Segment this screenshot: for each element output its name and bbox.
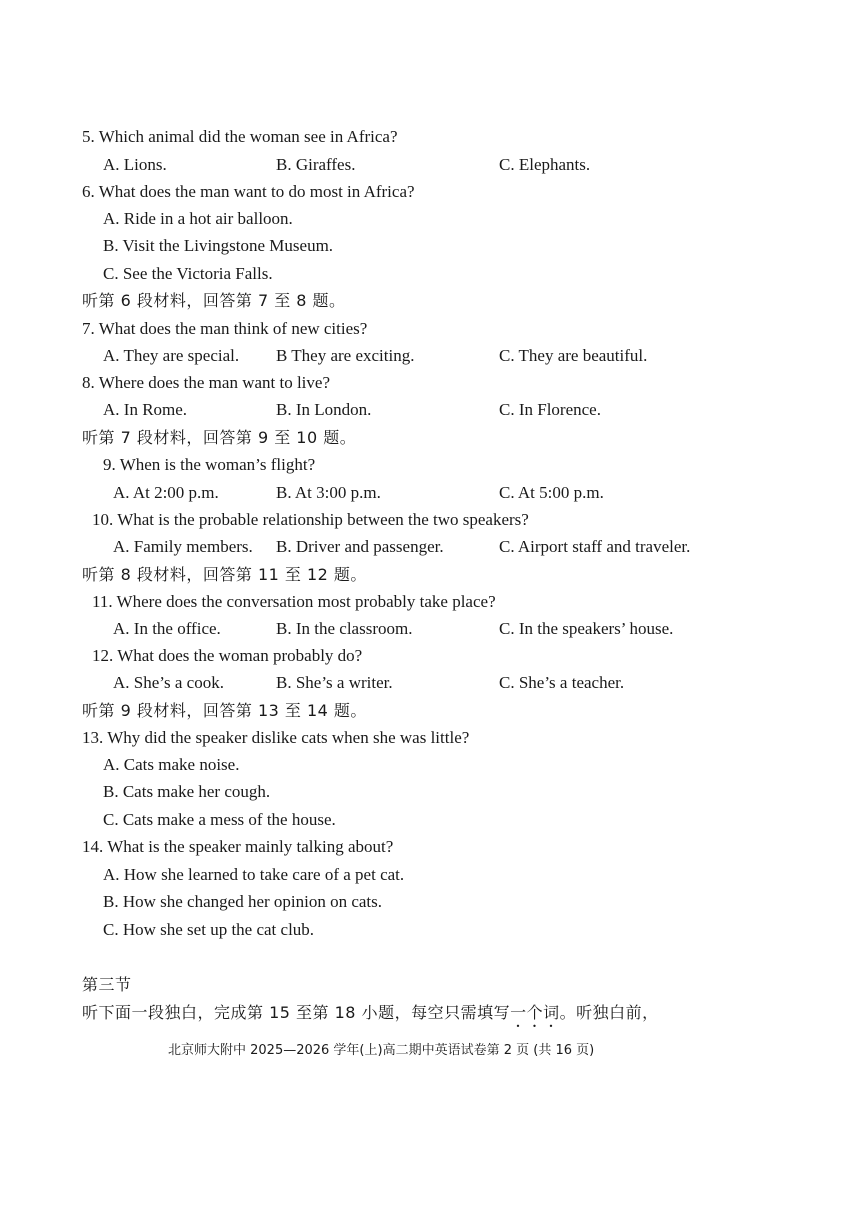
- question-8-option-b: B. In London.: [276, 400, 372, 419]
- question-9-option-c: C. At 5:00 p.m.: [499, 483, 604, 502]
- question-5-option-b: B. Giraffes.: [276, 155, 356, 174]
- question-12-stem: 12. What does the woman probably do?: [92, 646, 363, 665]
- section-3-title: 第三节: [82, 975, 132, 994]
- question-13-option-b: B. Cats make her cough.: [103, 782, 271, 801]
- question-11-option-b: B. In the classroom.: [276, 619, 413, 638]
- question-9-option-a: A. At 2:00 p.m.: [113, 483, 219, 502]
- question-13-stem: 13. Why did the speaker dislike cats when she was little?: [82, 728, 470, 747]
- question-7-stem: 7. What does the man think of new cities?: [82, 319, 368, 338]
- section-instruction-6: 听第 6 段材料，回答第 7 至 8 题。: [82, 291, 346, 310]
- section-3-intro-after: 。听独白前，: [559, 1003, 659, 1022]
- question-9-stem: 9. When is the woman’s flight?: [103, 455, 316, 474]
- question-10-option-a: A. Family members.: [113, 537, 253, 556]
- question-8-option-c: C. In Florence.: [499, 400, 601, 419]
- section-instruction-8: 听第 8 段材料，回答第 11 至 12 题。: [82, 565, 367, 584]
- section-3-intro-emphasis: 一个词: [510, 1003, 560, 1022]
- question-9-option-b: B. At 3:00 p.m.: [276, 483, 381, 502]
- question-10-stem: 10. What is the probable relationship between the two speakers?: [92, 510, 529, 529]
- question-7-option-a: A. They are special.: [103, 346, 240, 365]
- question-12-option-a: A. She’s a cook.: [113, 673, 224, 692]
- question-6-option-b: B. Visit the Livingstone Museum.: [103, 236, 334, 255]
- question-8-option-a: A. In Rome.: [103, 400, 188, 419]
- question-6-option-c: C. See the Victoria Falls.: [103, 264, 273, 283]
- question-11-option-c: C. In the speakers’ house.: [499, 619, 674, 638]
- question-6-stem: 6. What does the man want to do most in Africa?: [82, 182, 415, 201]
- section-instruction-9: 听第 9 段材料，回答第 13 至 14 题。: [82, 701, 367, 720]
- question-5-option-c: C. Elephants.: [499, 155, 591, 174]
- page-footer: 北京师大附中 2025—2026 学年(上)高二期中英语试卷第 2 页 (共 16 页): [168, 1043, 595, 1058]
- question-11-stem: 11. Where does the conversation most probably take place?: [92, 592, 496, 611]
- question-13-option-c: C. Cats make a mess of the house.: [103, 810, 336, 829]
- question-8-stem: 8. Where does the man want to live?: [82, 373, 330, 392]
- question-5-option-a: A. Lions.: [103, 155, 167, 174]
- question-5-stem: 5. Which animal did the woman see in Africa?: [82, 127, 398, 146]
- question-14-option-c: C. How she set up the cat club.: [103, 920, 315, 939]
- question-7-option-c: C. They are beautiful.: [499, 346, 648, 365]
- question-14-stem: 14. What is the speaker mainly talking about?: [82, 837, 394, 856]
- question-10-option-b: B. Driver and passenger.: [276, 537, 444, 556]
- question-12-option-b: B. She’s a writer.: [276, 673, 393, 692]
- question-11-option-a: A. In the office.: [113, 619, 221, 638]
- section-3-intro: [82, 1003, 659, 1031]
- question-6-option-a: A. Ride in a hot air balloon.: [103, 209, 293, 228]
- section-3-intro-before: 听下面一段独白，完成第 15 至第 18 小题，每空只需填写: [82, 1003, 511, 1022]
- question-13-option-a: A. Cats make noise.: [103, 755, 240, 774]
- question-7-option-b: B They are exciting.: [276, 346, 415, 365]
- question-12-option-c: C. She’s a teacher.: [499, 673, 625, 692]
- question-14-option-a: A. How she learned to take care of a pet cat.: [103, 865, 405, 884]
- question-10-option-c: C. Airport staff and traveler.: [499, 537, 691, 556]
- question-14-option-b: B. How she changed her opinion on cats.: [103, 892, 383, 911]
- section-instruction-7: 听第 7 段材料，回答第 9 至 10 题。: [82, 428, 357, 447]
